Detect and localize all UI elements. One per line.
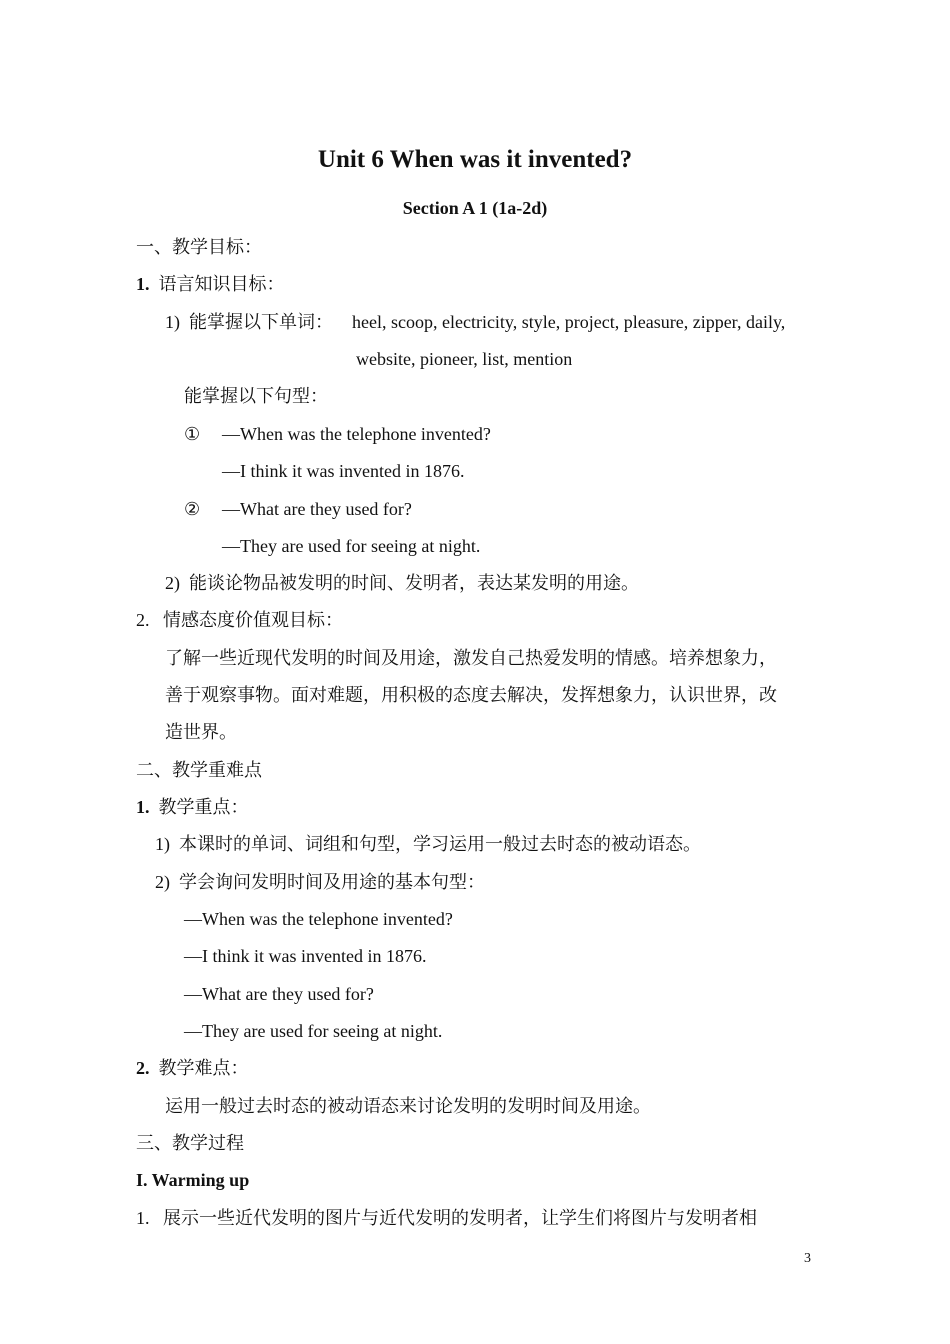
example-1-question: —When was the telephone invented?: [222, 424, 491, 444]
vocabulary-line-1: heel, scoop, electricity, style, project, pleasure, zipper, daily,: [352, 312, 786, 332]
item-2-text: 能谈论物品被发明的时间、发明者，表达某发明的用途。: [189, 573, 639, 593]
goal-1-number: 1.: [136, 274, 150, 294]
page-number: 3: [804, 1251, 811, 1266]
key-point-item-2-number: 2): [155, 872, 170, 892]
section-subtitle: Section A 1 (1a-2d): [402, 198, 548, 218]
goal-2-number: 2.: [136, 610, 150, 630]
key-point-item-2-text: 学会询问发明时间及用途的基本句型：: [179, 872, 485, 892]
goal-2-paragraph-line-1: 了解一些近现代发明的时间及用途，激发自己热爱发明的情感。培养想象力，: [165, 648, 777, 668]
dialogue-line-2: —I think it was invented in 1876.: [184, 946, 427, 966]
key-point-item-1-text: 本课时的单词、词组和句型，学习运用一般过去时态的被动语态。: [179, 834, 701, 854]
item-2-number: 2): [165, 573, 180, 593]
warming-up-heading: I. Warming up: [136, 1170, 250, 1190]
section-2-heading: 二、教学重难点: [136, 760, 262, 780]
dialogue-line-1: —When was the telephone invented?: [184, 909, 453, 929]
goal-1-heading: [136, 272, 285, 296]
step-1: [136, 1206, 757, 1230]
key-point-number: 1.: [136, 797, 150, 817]
dialogue-line-3: —What are they used for?: [184, 984, 374, 1004]
example-1-answer: —I think it was invented in 1876.: [222, 461, 465, 481]
difficulty-text: 运用一般过去时态的被动语态来讨论发明的发明时间及用途。: [165, 1096, 651, 1116]
goal-2-paragraph-line-3: 造世界。: [165, 722, 237, 742]
example-2-marker: ②: [184, 499, 201, 519]
section-1-heading: 一、教学目标：: [136, 237, 262, 257]
key-point-item-1-number: 1): [155, 834, 170, 854]
goal-2-heading: [136, 608, 343, 632]
difficulty-number: 2.: [136, 1058, 150, 1078]
step-1-number: 1.: [136, 1208, 150, 1228]
item-1-number: 1): [165, 312, 180, 332]
key-point-heading: [136, 795, 249, 819]
difficulty-heading: [136, 1056, 249, 1080]
key-point-item-1: [155, 832, 701, 856]
example-2-question: —What are they used for?: [222, 499, 412, 519]
key-point-item-2: [155, 870, 485, 894]
example-1-marker: ①: [184, 424, 201, 444]
goal-2-paragraph-line-2: 善于观察事物。面对难题，用积极的态度去解决，发挥想象力，认识世界，改: [165, 685, 777, 705]
section-3-heading: 三、教学过程: [136, 1133, 244, 1153]
patterns-label: 能掌握以下句型：: [184, 386, 328, 406]
dialogue-line-4: —They are used for seeing at night.: [184, 1021, 443, 1041]
page-title: Unit 6 When was it invented?: [317, 146, 633, 173]
goal-1-item-2: [165, 571, 639, 595]
goal-2-label: 情感态度价值观目标：: [163, 610, 343, 630]
goal-1-item-1: [165, 310, 333, 334]
vocabulary-line-2: website, pioneer, list, mention: [356, 349, 573, 369]
example-2-answer: —They are used for seeing at night.: [222, 536, 481, 556]
item-1-label: 能掌握以下单词：: [189, 312, 333, 332]
difficulty-label: 教学难点：: [158, 1058, 249, 1078]
key-point-label: 教学重点：: [158, 797, 249, 817]
step-1-text: 展示一些近代发明的图片与近代发明的发明者，让学生们将图片与发明者相: [163, 1208, 757, 1228]
goal-1-label: 语言知识目标：: [158, 274, 285, 294]
